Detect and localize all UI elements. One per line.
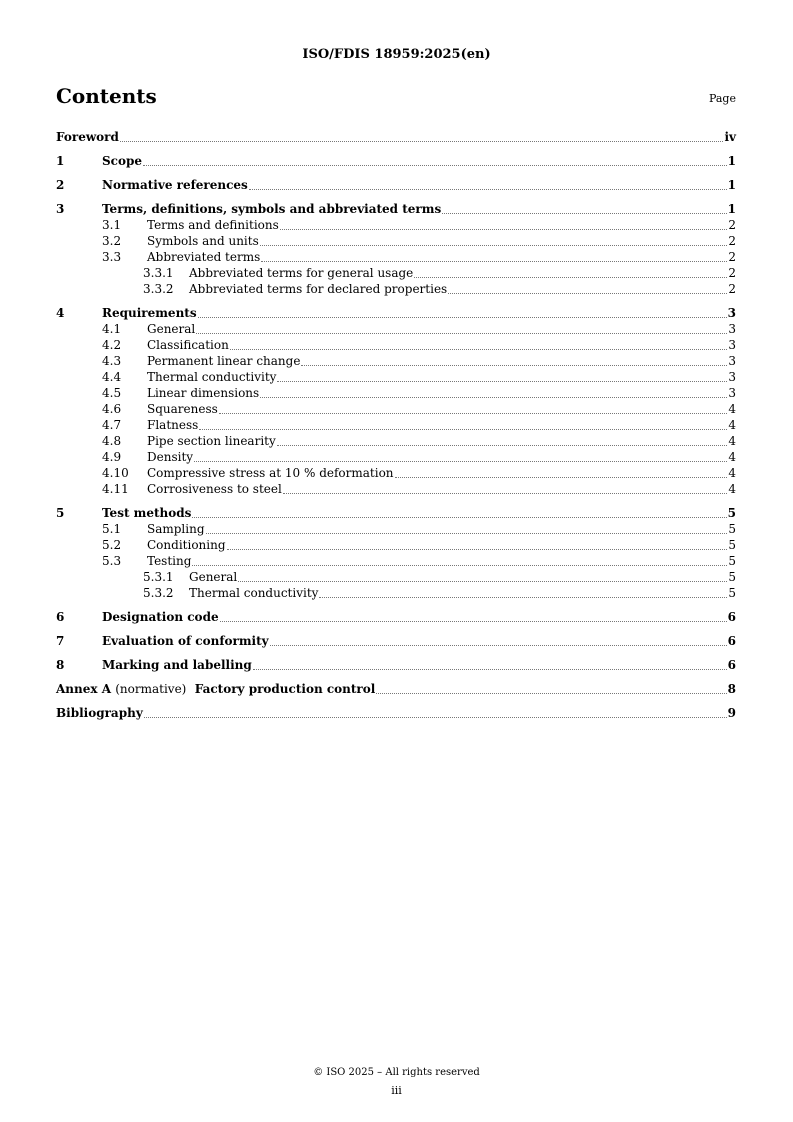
toc-entry-marking-and-labelling[interactable] [56,657,736,673]
leader-dots [192,517,726,518]
toc-entry-number: 4.10 [102,466,129,480]
toc-entry-text: Thermal conductivity [147,370,277,384]
toc-entry-3-3-1[interactable] [56,265,736,281]
document-id: ISO/FDIS 18959:2025(en) [302,47,491,62]
page-number: iii [391,1084,402,1097]
toc-entry-page: 9 [727,706,736,720]
leader-dots [260,397,727,398]
toc-entry-text: Requirements [102,306,197,320]
toc-entry-page: 5 [728,554,736,568]
toc-entry-number: 6 [56,610,65,624]
toc-entry-4-9[interactable] [56,449,736,465]
toc-entry-page: 5 [727,506,736,520]
toc-entry-3-1[interactable] [56,217,736,233]
toc-entry-page: 1 [727,202,736,216]
leader-dots [227,549,728,550]
toc-entry-designation-code[interactable] [56,609,736,625]
leader-dots [261,261,727,262]
toc-entry-page: 5 [728,586,736,600]
toc-entry-text: Compressive stress at 10 % deformation [147,466,394,480]
toc-entry-text: Squareness [147,402,218,416]
toc-entry-normative-references[interactable] [56,177,736,193]
toc-entry-page: 2 [728,282,736,296]
toc-entry-number: 3.1 [102,218,122,232]
toc-entry-page: 6 [727,634,736,648]
leader-dots [230,349,728,350]
toc-entry-text: Test methods [102,506,192,520]
leader-dots [260,245,728,246]
toc-entry-5-3-1[interactable] [56,569,736,585]
toc-entry-4-10[interactable] [56,465,736,481]
leader-dots [143,165,727,166]
toc-entry-page: 2 [728,250,736,264]
toc-entry-4-4[interactable] [56,369,736,385]
leader-dots [206,533,728,534]
toc-entry-page: 4 [728,434,736,448]
toc-entry-5-3-2[interactable] [56,585,736,601]
toc-entry-page: 4 [728,482,736,496]
toc-entry-text: Terms and definitions [147,218,279,232]
page-column-label: Page [708,92,736,105]
leader-dots [238,581,727,582]
toc-entry-4-5[interactable] [56,385,736,401]
toc-entry-text: Sampling [147,522,205,536]
toc-entry-text: General [147,322,196,336]
toc-entry-text: Factory production control [194,682,376,696]
toc-entry-text: Marking and labelling [102,658,252,672]
toc-entry-text: General [189,570,238,584]
toc-entry-number: 4.1 [102,322,122,336]
leader-dots [448,293,727,294]
leader-dots [249,189,727,190]
toc-entry-page: 3 [728,322,736,336]
toc-entry-number: 4.11 [102,482,129,496]
toc-entry-number: 4.8 [102,434,122,448]
toc-entry-text: Density [147,450,194,464]
toc-entry-text: Testing [147,554,192,568]
toc-entry-4-11[interactable] [56,481,736,497]
leader-dots [277,445,728,446]
toc-entry-number: 3 [56,202,65,216]
copyright-notice: © ISO 2025 – All rights reserved [313,1067,480,1078]
toc-entry-page: 3 [728,386,736,400]
toc-entry-text: Terms, definitions, symbols and abbreviated terms [102,202,442,216]
leader-dots [120,141,724,142]
toc-entry-text: Evaluation of conformity [102,634,269,648]
leader-dots [199,429,727,430]
toc-entry-number: 5.3.2 [143,586,174,600]
leader-dots [301,365,727,366]
toc-entry-number: 4.7 [102,418,122,432]
leader-dots [270,645,727,646]
toc-entry-number: 1 [56,154,65,168]
toc-entry-text: Thermal conductivity [189,586,319,600]
toc-entry-number: 4.4 [102,370,122,384]
toc-entry-4-2[interactable] [56,337,736,353]
leader-dots [198,317,727,318]
toc-entry-4-6[interactable] [56,401,736,417]
table-of-contents [56,129,736,721]
leader-dots [253,669,727,670]
toc-entry-terms-definitions[interactable] [56,201,736,217]
toc-entry-number: 5.3.1 [143,570,174,584]
annex-qualifier: (normative) [115,682,187,696]
toc-entry-text: Pipe section linearity [147,434,276,448]
toc-entry-requirements[interactable] [56,305,736,321]
toc-entry-page: 3 [728,338,736,352]
toc-entry-text: Symbols and units [147,234,259,248]
toc-entry-number: 4.3 [102,354,122,368]
leader-dots [283,493,728,494]
toc-entry-page: 4 [728,450,736,464]
toc-entry-annex-a[interactable] [56,681,736,697]
toc-entry-page: 5 [728,538,736,552]
toc-entry-scope[interactable] [56,153,736,169]
toc-entry-4-3[interactable] [56,353,736,369]
toc-entry-page: 5 [728,522,736,536]
toc-entry-number: 5 [56,506,65,520]
toc-entry-4-8[interactable] [56,433,736,449]
toc-entry-text: Foreword [56,130,119,144]
contents-title: Contents [56,84,157,108]
toc-entry-text: Scope [102,154,143,168]
toc-entry-3-2[interactable] [56,233,736,249]
toc-entry-text: Normative references [102,178,248,192]
toc-entry-text: Flatness [147,418,199,432]
toc-entry-page: 3 [728,370,736,384]
toc-entry-number: 5.1 [102,522,122,536]
toc-entry-5-2[interactable] [56,537,736,553]
toc-entry-text: Linear dimensions [147,386,260,400]
toc-entry-number: 4.5 [102,386,122,400]
toc-entry-number: 4.9 [102,450,122,464]
toc-entry-number: 3.3.2 [143,282,174,296]
toc-entry-page: 3 [728,354,736,368]
toc-entry-text: Abbreviated terms for declared properties [189,282,448,296]
toc-entry-5-3[interactable] [56,553,736,569]
leader-dots [395,477,728,478]
toc-entry-number: 4.2 [102,338,122,352]
toc-entry-number: 2 [56,178,65,192]
toc-entry-5-1[interactable] [56,521,736,537]
toc-entry-page: 3 [727,306,736,320]
toc-entry-foreword[interactable] [56,129,736,145]
toc-entry-page: 4 [728,418,736,432]
toc-entry-page: 5 [728,570,736,584]
toc-entry-page: 2 [728,266,736,280]
leader-dots [144,717,727,718]
leader-dots [192,565,727,566]
toc-entry-number: 3.3 [102,250,122,264]
toc-entry-text: Permanent linear change [147,354,301,368]
toc-entry-3-3[interactable] [56,249,736,265]
leader-dots [319,597,727,598]
toc-entry-number: 4 [56,306,65,320]
annex-prefix: Annex A [56,682,112,696]
toc-entry-text: Abbreviated terms for general usage [189,266,414,280]
toc-entry-bibliography[interactable] [56,705,736,721]
toc-entry-number: 3.2 [102,234,122,248]
toc-entry-page: 6 [727,610,736,624]
toc-entry-page: 4 [728,466,736,480]
toc-entry-test-methods[interactable] [56,505,736,521]
toc-entry-number: 5.3 [102,554,122,568]
toc-entry-text: Designation code [102,610,219,624]
leader-dots [414,277,727,278]
leader-dots [220,621,727,622]
leader-dots [219,413,728,414]
toc-entry-number: 5.2 [102,538,122,552]
toc-entry-number: 7 [56,634,65,648]
toc-entry-text: Corrosiveness to steel [147,482,282,496]
toc-entry-page: 8 [727,682,736,696]
toc-entry-number: 4.6 [102,402,122,416]
toc-entry-page: 1 [727,178,736,192]
toc-entry-number: 3.3.1 [143,266,174,280]
toc-entry-4-1[interactable] [56,321,736,337]
toc-entry-number: 8 [56,658,65,672]
toc-entry-page: iv [724,130,736,144]
toc-entry-text: Conditioning [147,538,226,552]
leader-dots [277,381,727,382]
toc-entry-page: 2 [728,218,736,232]
leader-dots [442,213,726,214]
toc-entry-text: Bibliography [56,706,143,720]
toc-entry-page: 6 [727,658,736,672]
toc-entry-page: 2 [728,234,736,248]
leader-dots [280,229,728,230]
toc-entry-evaluation-of-conformity[interactable] [56,633,736,649]
leader-dots [376,693,726,694]
leader-dots [194,461,727,462]
toc-entry-page: 1 [727,154,736,168]
toc-entry-page: 4 [728,402,736,416]
toc-entry-text: Abbreviated terms [147,250,261,264]
toc-entry-text: Classification [147,338,229,352]
leader-dots [196,333,727,334]
toc-entry-3-3-2[interactable] [56,281,736,297]
toc-entry-4-7[interactable] [56,417,736,433]
